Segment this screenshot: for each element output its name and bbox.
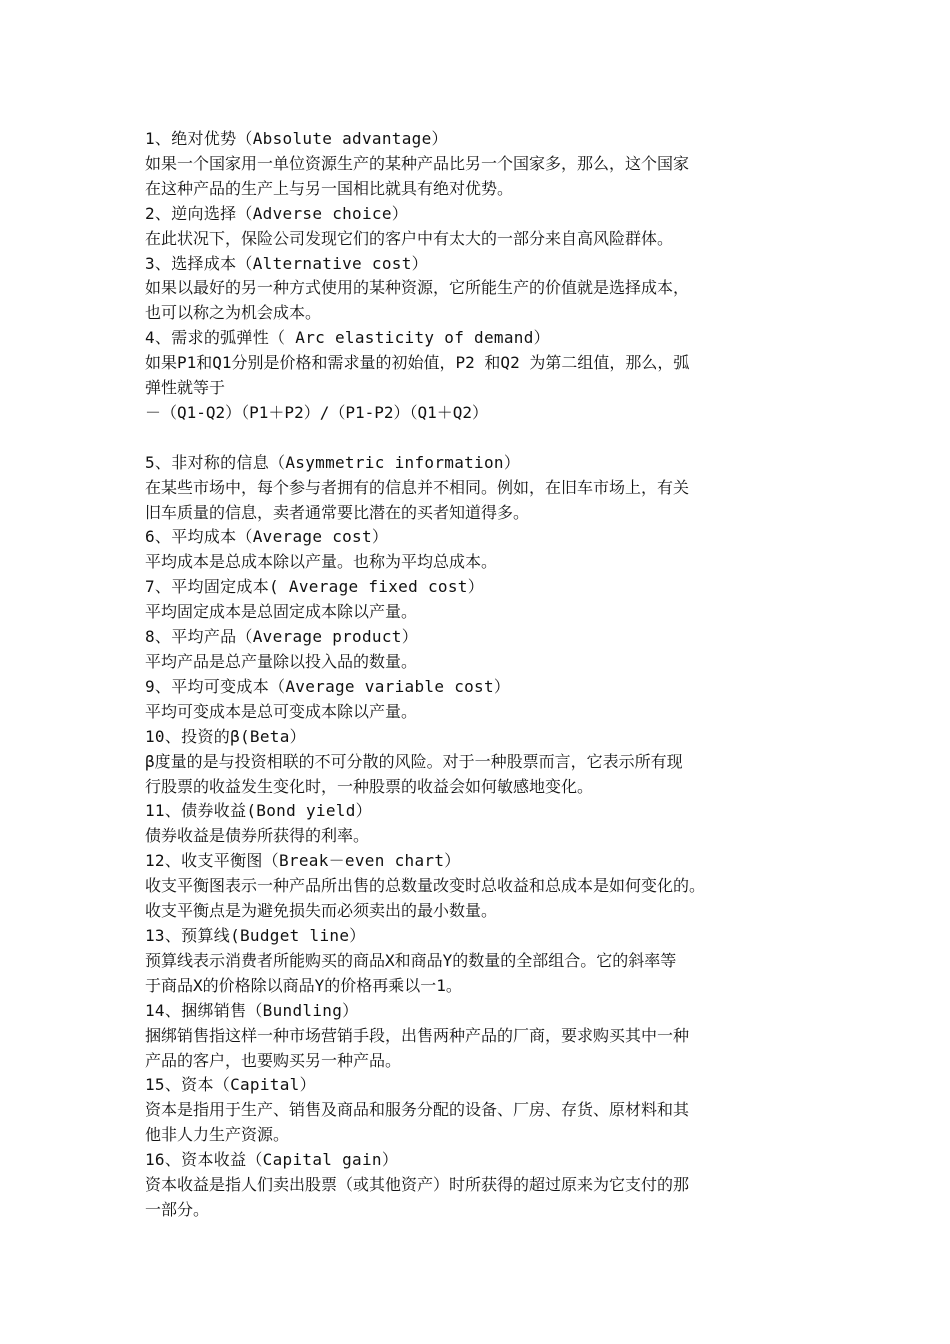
entry-heading: 15、资本（Capital）: [145, 1075, 316, 1095]
glossary-entry-2: [145, 202, 825, 252]
entry-text-line: 一部分。: [145, 1199, 210, 1219]
entry-heading: 14、捆绑销售（Bundling）: [145, 1000, 359, 1020]
glossary-entry-1: [145, 127, 825, 202]
entry-text-line: 在此状况下，保险公司发现它们的客户中有太大的一部分来自高风险群体。: [145, 228, 674, 248]
entry-text-line: 也可以称之为机会成本。: [145, 303, 322, 323]
entry-heading: 1、绝对优势（Absolute advantage）: [145, 129, 448, 148]
blank-line: [145, 426, 825, 451]
entry-text-line: 平均固定成本是总固定成本除以产量。: [145, 602, 418, 622]
entry-heading: 2、逆向选择（Adverse choice）: [145, 203, 409, 223]
entry-text-line: 弹性就等于: [145, 378, 226, 398]
entry-heading: 6、平均成本（Average cost）: [145, 527, 389, 547]
entry-text-line: β度量的是与投资相联的不可分散的风险。对于一种股票而言，它表示所有现: [145, 751, 683, 771]
glossary-entry-4: [145, 326, 825, 451]
entry-heading: 10、投资的β(Beta）: [145, 726, 306, 746]
entry-heading: 9、平均可变成本（Average variable cost）: [145, 676, 511, 696]
entry-text-line: 在某些市场中，每个参与者拥有的信息并不相同。例如，在旧车市场上，有关: [145, 477, 690, 497]
glossary-entry-9: [145, 675, 825, 725]
glossary-entry-15: [145, 1073, 825, 1148]
entry-text-line: 如果以最好的另一种方式使用的某种资源，它所能生产的价值就是选择成本，: [145, 278, 690, 298]
glossary-entry-6: [145, 525, 825, 575]
entry-text-line: 平均可变成本是总可变成本除以产量。: [145, 701, 418, 721]
entry-heading: 3、选择成本（Alternative cost）: [145, 253, 428, 273]
entry-heading: 12、收支平衡图（Break－even chart）: [145, 851, 461, 871]
entry-text-line: 债券收益是债券所获得的利率。: [145, 826, 370, 846]
entry-text-line: 收支平衡点是为避免损失而必须卖出的最小数量。: [145, 901, 498, 921]
entry-heading: 13、预算线(Budget line）: [145, 925, 366, 945]
entry-text-line: 他非人力生产资源。: [145, 1125, 290, 1145]
entry-text-line: 旧车质量的信息，卖者通常要比潜在的买者知道得多。: [145, 502, 530, 522]
glossary-entry-7: [145, 575, 825, 625]
entry-text-line: 行股票的收益发生变化时，一种股票的收益会如何敏感地变化。: [145, 776, 594, 796]
entry-text-line: 如果P1和Q1分别是价格和需求量的初始值，P2 和Q2 为第二组值，那么，弧: [145, 353, 690, 373]
entry-text-line: 资本收益是指人们卖出股票（或其他资产）时所获得的超过原来为它支付的那: [145, 1175, 690, 1195]
entry-text-line: 平均成本是总成本除以产量。也称为平均总成本。: [145, 552, 498, 572]
glossary-entry-5: [145, 451, 825, 526]
entry-text-line: 平均产品是总产量除以投入品的数量。: [145, 652, 418, 672]
entry-text-line: 如果一个国家用一单位资源生产的某种产品比另一个国家多，那么，这个国家: [145, 153, 690, 173]
formula-line: －（Q1-Q2）（P1＋P2）/（P1-P2）（Q1＋Q2）: [145, 402, 489, 422]
glossary-entry-10: [145, 725, 825, 800]
glossary-entry-12: [145, 849, 825, 924]
glossary-entry-11: [145, 799, 825, 849]
entry-text-line: 捆绑销售指这样一种市场营销手段，出售两种产品的厂商，要求购买其中一种: [145, 1025, 690, 1045]
entry-heading: 4、需求的弧弹性（ Arc elasticity of demand）: [145, 328, 550, 348]
entry-heading: 16、资本收益（Capital gain）: [145, 1150, 399, 1170]
entry-heading: 7、平均固定成本( Average fixed cost）: [145, 577, 484, 597]
glossary-entry-14: [145, 999, 825, 1074]
entry-heading: 8、平均产品（Average product）: [145, 627, 419, 647]
glossary-entry-8: [145, 625, 825, 675]
glossary-entry-16: [145, 1148, 825, 1223]
glossary-entry-3: [145, 252, 825, 327]
entry-text-line: 在这种产品的生产上与另一国相比就具有绝对优势。: [145, 178, 514, 198]
entry-text-line: 预算线表示消费者所能购买的商品X和商品Y的数量的全部组合。它的斜率等: [145, 950, 677, 970]
entry-heading: 11、债券收益(Bond yield）: [145, 801, 372, 821]
glossary-entry-13: [145, 924, 825, 999]
glossary-content: [145, 127, 825, 1223]
entry-text-line: 产品的客户，也要购买另一种产品。: [145, 1050, 402, 1070]
entry-text-line: 收支平衡图表示一种产品所出售的总数量改变时总收益和总成本是如何变化的。: [145, 876, 706, 896]
entry-text-line: 资本是指用于生产、销售及商品和服务分配的设备、厂房、存货、原材料和其: [145, 1100, 690, 1120]
entry-heading: 5、非对称的信息（Asymmetric information）: [145, 452, 521, 472]
entry-text-line: 于商品X的价格除以商品Y的价格再乘以一1。: [145, 975, 462, 995]
